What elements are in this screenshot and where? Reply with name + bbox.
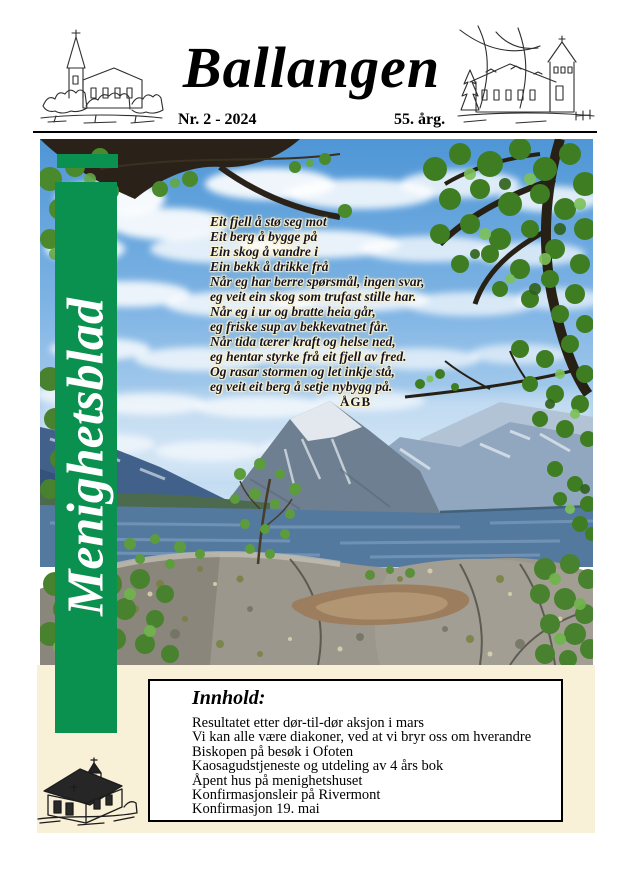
contents-list bbox=[192, 716, 551, 817]
contents-item: Konfirmasjonsleir på Rivermont bbox=[192, 787, 381, 804]
contents-item: Biskopen på besøk i Ofoten bbox=[192, 743, 354, 760]
poem-line: eg veit eit berg å setje nybygg på. bbox=[210, 379, 393, 394]
poem-line: Når eg i ur og bratte heia går, bbox=[210, 304, 376, 319]
church-sketch-right-icon bbox=[456, 24, 596, 141]
poem-line: Ein skog å vandre i bbox=[210, 244, 319, 259]
page-title: Ballangen bbox=[182, 35, 441, 100]
poem-line: Ein bekk å drikke frå bbox=[210, 259, 329, 274]
poem-line: Eit fjell å stø seg mot bbox=[210, 214, 327, 229]
header-divider bbox=[33, 131, 597, 133]
issue-number: Nr. 2 - 2024 bbox=[178, 111, 257, 128]
contents-item: Åpent hus på menighetshuset bbox=[192, 772, 363, 789]
poem-line: Og rasar stormen og let inkje stå, bbox=[210, 364, 395, 379]
contents-item: Konfirmasjon 19. mai bbox=[192, 801, 320, 818]
poem-line: Eit berg å bygge på bbox=[210, 229, 318, 244]
poem-line: eg friske sup av bekkevatnet får. bbox=[210, 319, 389, 334]
poem-signature: ÅGB bbox=[340, 394, 372, 409]
contents-item: Vi kan alle være diakoner, ved at vi bryr oss om hverandre bbox=[192, 729, 532, 746]
poem-line: eg veit ein skog som trufast stille har. bbox=[210, 289, 417, 304]
poem bbox=[210, 214, 500, 409]
contents-box bbox=[148, 679, 563, 822]
poem-line: Når tida tærer kraft og helse ned, bbox=[210, 334, 396, 349]
contents-item: Resultatet etter dør-til-dør aksjon i mars bbox=[192, 715, 425, 731]
volume-number: 55. årg. bbox=[394, 111, 446, 128]
poem-line: eg hentar styrke frå eit fjell av fred. bbox=[210, 349, 407, 364]
poem-line: Når eg har berre spørsmål, ingen svar, bbox=[210, 274, 425, 289]
contents-item: Kaosagudstjeneste og utdeling av 4 års bok bbox=[192, 758, 444, 775]
contents-title: Innhold: bbox=[192, 687, 266, 709]
banner-tab bbox=[57, 154, 118, 168]
church-sketch-bottom-icon bbox=[34, 755, 140, 832]
banner-label: Menighetsblad bbox=[57, 298, 114, 616]
